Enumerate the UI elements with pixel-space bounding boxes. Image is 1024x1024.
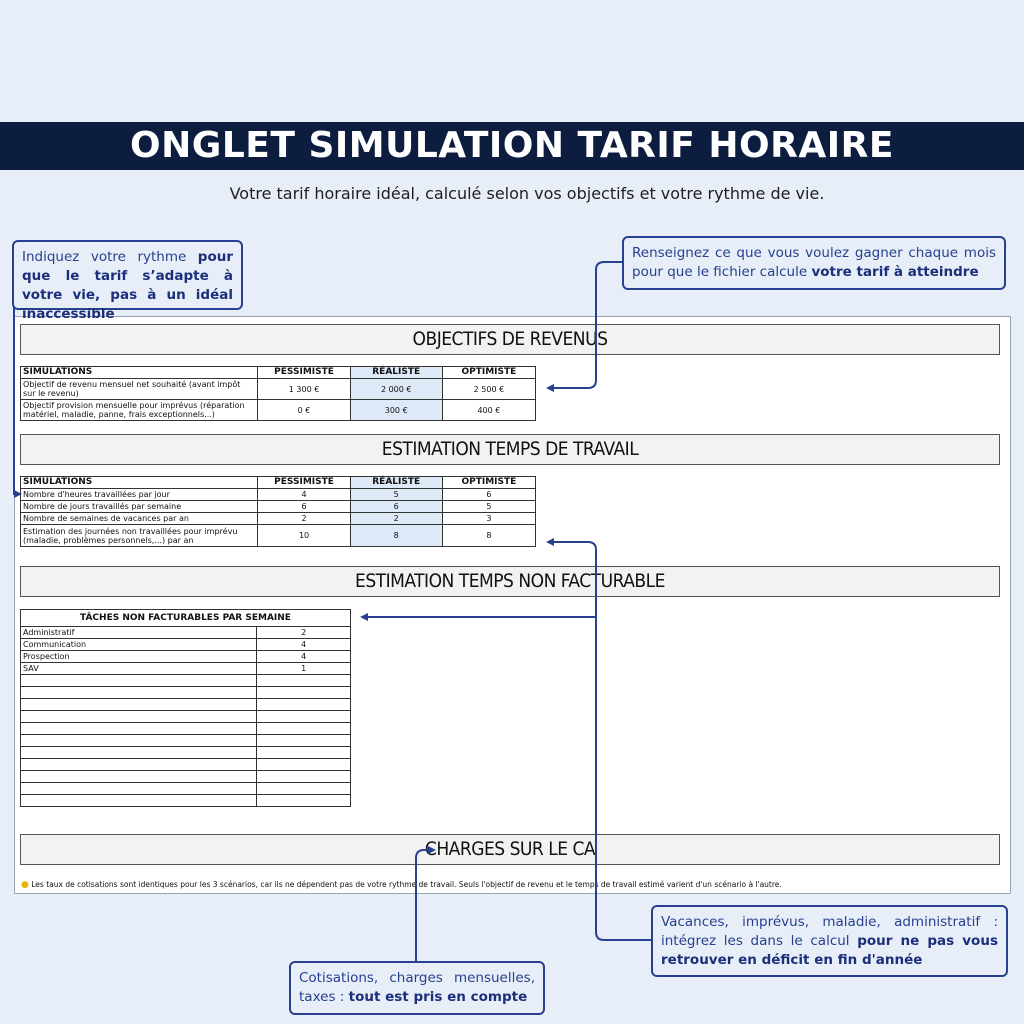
callout-vacances xyxy=(651,905,1008,977)
col-optimiste: OPTIMISTE xyxy=(442,477,535,489)
cell-value[interactable]: 1 xyxy=(257,663,351,675)
cell-optimiste[interactable]: 8 xyxy=(442,525,535,547)
cell-realiste[interactable]: 2 000 € xyxy=(350,379,442,400)
cell-value[interactable]: 4 xyxy=(257,639,351,651)
cell-optimiste[interactable]: 6 xyxy=(442,489,535,501)
callout-text: Indiquez votre rythme xyxy=(22,249,198,265)
row-label: Nombre de jours travaillés par semaine xyxy=(21,501,258,513)
callout-text: Vacances, imprévus, maladie, administratif : intégrez les dans le calcul xyxy=(661,914,998,949)
callout-bold-text: votre tarif à atteindre xyxy=(811,264,979,280)
cell-pessimiste[interactable]: 4 xyxy=(258,489,350,501)
row-label: Nombre d'heures travaillées par jour xyxy=(21,489,258,501)
col-simulations: SIMULATIONS xyxy=(21,477,258,489)
section-temps-travail: ESTIMATION TEMPS DE TRAVAIL xyxy=(20,434,1000,465)
cell-value[interactable]: 4 xyxy=(257,651,351,663)
cell-pessimiste[interactable]: 1 300 € xyxy=(258,379,350,400)
section-objectifs-revenus: OBJECTIFS DE REVENUS xyxy=(20,324,1000,355)
arrow-vacances xyxy=(548,542,652,940)
row-label: SAV xyxy=(21,663,257,675)
section-charges-ca: CHARGES SUR LE CA xyxy=(20,834,1000,865)
cell-optimiste[interactable]: 3 xyxy=(442,513,535,525)
col-realiste: RÉALISTE xyxy=(350,367,442,379)
lightbulb-icon: ● xyxy=(21,880,29,890)
row-label: Objectif de revenu mensuel net souhaité (avant impôt sur le revenu) xyxy=(21,379,258,400)
callout-revenus xyxy=(622,236,1006,290)
cell-realiste[interactable]: 5 xyxy=(350,489,442,501)
cell-value[interactable]: 2 xyxy=(257,627,351,639)
section-temps-non-facturable: ESTIMATION TEMPS NON FACTURABLE xyxy=(20,566,1000,597)
callout-text: Cotisations, charges mensuelles, taxes : xyxy=(299,970,535,1005)
cell-realiste[interactable]: 300 € xyxy=(350,400,442,421)
arrow-revenus xyxy=(548,262,622,388)
cell-optimiste[interactable]: 5 xyxy=(442,501,535,513)
callout-text: Renseignez ce que vous voulez gagner chaque mois pour que le fichier calcule xyxy=(632,245,996,280)
col-pessimiste: PESSIMISTE xyxy=(258,477,350,489)
col-realiste: RÉALISTE xyxy=(350,477,442,489)
callout-bold-text: pour que le tarif s’adapte à votre vie, pas à un idéal inaccessible xyxy=(22,249,233,322)
cell-realiste[interactable]: 6 xyxy=(350,501,442,513)
row-label: Administratif xyxy=(21,627,257,639)
cell-optimiste[interactable]: 2 500 € xyxy=(442,379,535,400)
callout-charges xyxy=(289,961,545,1015)
page-title: ONGLET SIMULATION TARIF HORAIRE xyxy=(0,122,1024,170)
col-optimiste: OPTIMISTE xyxy=(442,367,535,379)
cell-pessimiste[interactable]: 6 xyxy=(258,501,350,513)
row-label: Objectif provision mensuelle pour imprévus (réparation matériel, maladie, panne, frais exceptionnels...) xyxy=(21,400,258,421)
col-simulations: SIMULATIONS xyxy=(21,367,258,379)
info-note-text: Les taux de cotisations sont identiques pour les 3 scénarios, car ils ne dépendent pas de votre rythme de travail. Seuls l'objectif de revenu et le temps de travail estimé varient d'un scénario à l'autre. xyxy=(31,880,782,889)
cell-realiste[interactable]: 2 xyxy=(350,513,442,525)
cell-optimiste[interactable]: 400 € xyxy=(442,400,535,421)
row-label: Estimation des journées non travaillées pour imprévu (maladie, problèmes personnels,...) par an xyxy=(21,525,258,547)
cell-realiste[interactable]: 8 xyxy=(350,525,442,547)
arrow-charges xyxy=(416,850,434,962)
row-label: Prospection xyxy=(21,651,257,663)
row-label: Nombre de semaines de vacances par an xyxy=(21,513,258,525)
cell-pessimiste[interactable]: 10 xyxy=(258,525,350,547)
callout-rythme xyxy=(12,240,243,322)
callout-bold-text: tout est pris en compte xyxy=(348,989,528,1005)
cell-pessimiste[interactable]: 0 € xyxy=(258,400,350,421)
col-pessimiste: PESSIMISTE xyxy=(258,367,350,379)
row-label: Communication xyxy=(21,639,257,651)
taches-header: TÂCHES NON FACTURABLES PAR SEMAINE xyxy=(21,610,351,627)
page-subtitle: Votre tarif horaire idéal, calculé selon vos objectifs et votre rythme de vie. xyxy=(229,184,825,203)
cell-pessimiste[interactable]: 2 xyxy=(258,513,350,525)
callout-bold-text: pour ne pas vous retrouver en déficit en fin d'année xyxy=(661,933,998,968)
